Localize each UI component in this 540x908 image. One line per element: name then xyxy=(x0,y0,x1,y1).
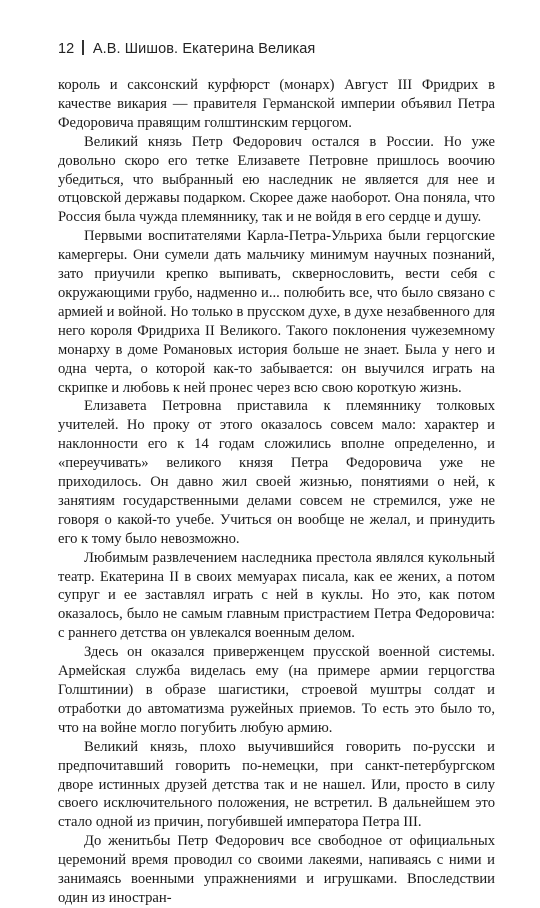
paragraph: Любимым развлечением наследника престола являлся кукольный театр. Екатерина II в своих мемуарах писала, как ее жених, а потом супруг и ее заставлял играть с ней в куклы. Но это, как потом оказалось, было не самым главным пристрастием Петра Федоровича: с раннего детства он увлекался военным делом. xyxy=(58,549,495,642)
paragraph: Первыми воспитателями Карла-Петра-Ульриха были герцогские камергеры. Они сумели дать мальчику минимум научных познаний, зато приучили крепко выпивать, сквернословить, вести себя с окружающими грубо, надменно и... полюбить все, что было связано с армией и войной. Но только в прусском духе, в духе незабвенного для него короля Фридриха II Великого. Такого поклонения чужеземному монарху в доме Романовых история больше не знает. Была у него и одна черта, о которой как-то забывается: он выучился играть на скрипке и любовь к ней пронес через всю свою короткую жизнь. xyxy=(58,228,495,396)
page-number: 12 xyxy=(58,41,75,57)
running-head xyxy=(58,40,315,57)
paragraph: король и саксонский курфюрст (монарх) Август III Фридрих в качестве викария — правителя Германской империи объявил Петра Федоровича правящим голштинским герцогом. xyxy=(58,77,495,131)
paragraph: Великий князь, плохо выучившийся говорить по-русски и предпочитавший говорить по-немецки, при санкт-петербургском дворе истинных друзей детства так и не нашел. Или, просто в силу своего исключительного положения, не встретил. В дальнейшем это стало одной из причин, погубившей императора Петра III. xyxy=(58,738,495,831)
book-title: Екатерина Великая xyxy=(182,41,316,57)
body-text xyxy=(58,76,495,908)
paragraph: Елизавета Петровна приставила к племяннику толковых учителей. Но проку от этого оказалось совсем мало: характер и наклонности его к 14 годам сложились вполне определенно, и «переучивать» великого князя Петра Федоровича уже не приходилось. Он давно жил своей жизнью, понятиями о ней, к занятиям государственными делами совсем не стремился, уже не говоря о какой-то учебе. Учиться он вообще не желал, и принудить его к тому было невозможно. xyxy=(58,398,495,547)
header-separator xyxy=(82,40,84,55)
paragraph: До женитьбы Петр Федорович все свободное от официальных церемоний время проводил со своими лакеями, напиваясь с ними и занимаясь военными упражнениями и игрушками. Впоследствии один из иностран- xyxy=(58,833,495,906)
paragraph: Великий князь Петр Федорович остался в России. Но уже довольно скоро его тетке Елизавете Петровне пришлось воочию убедиться, что выбранный ею наследник не является для нее и отцовской державы подарком. Скорее даже наоборот. Она поняла, что Россия была чужда племяннику, так и не войдя в его сердце и душу. xyxy=(58,133,495,226)
paragraph: Здесь он оказался приверженцем прусской военной системы. Армейская служба виделась ему (на примере армии герцогства Голштинии) в образе шагистики, строевой муштры солдат и отработки до автоматизма ружейных приемов. То есть это было то, что на войне могло погубить любую армию. xyxy=(58,644,495,736)
author-name: А.В. Шишов. xyxy=(92,41,179,57)
